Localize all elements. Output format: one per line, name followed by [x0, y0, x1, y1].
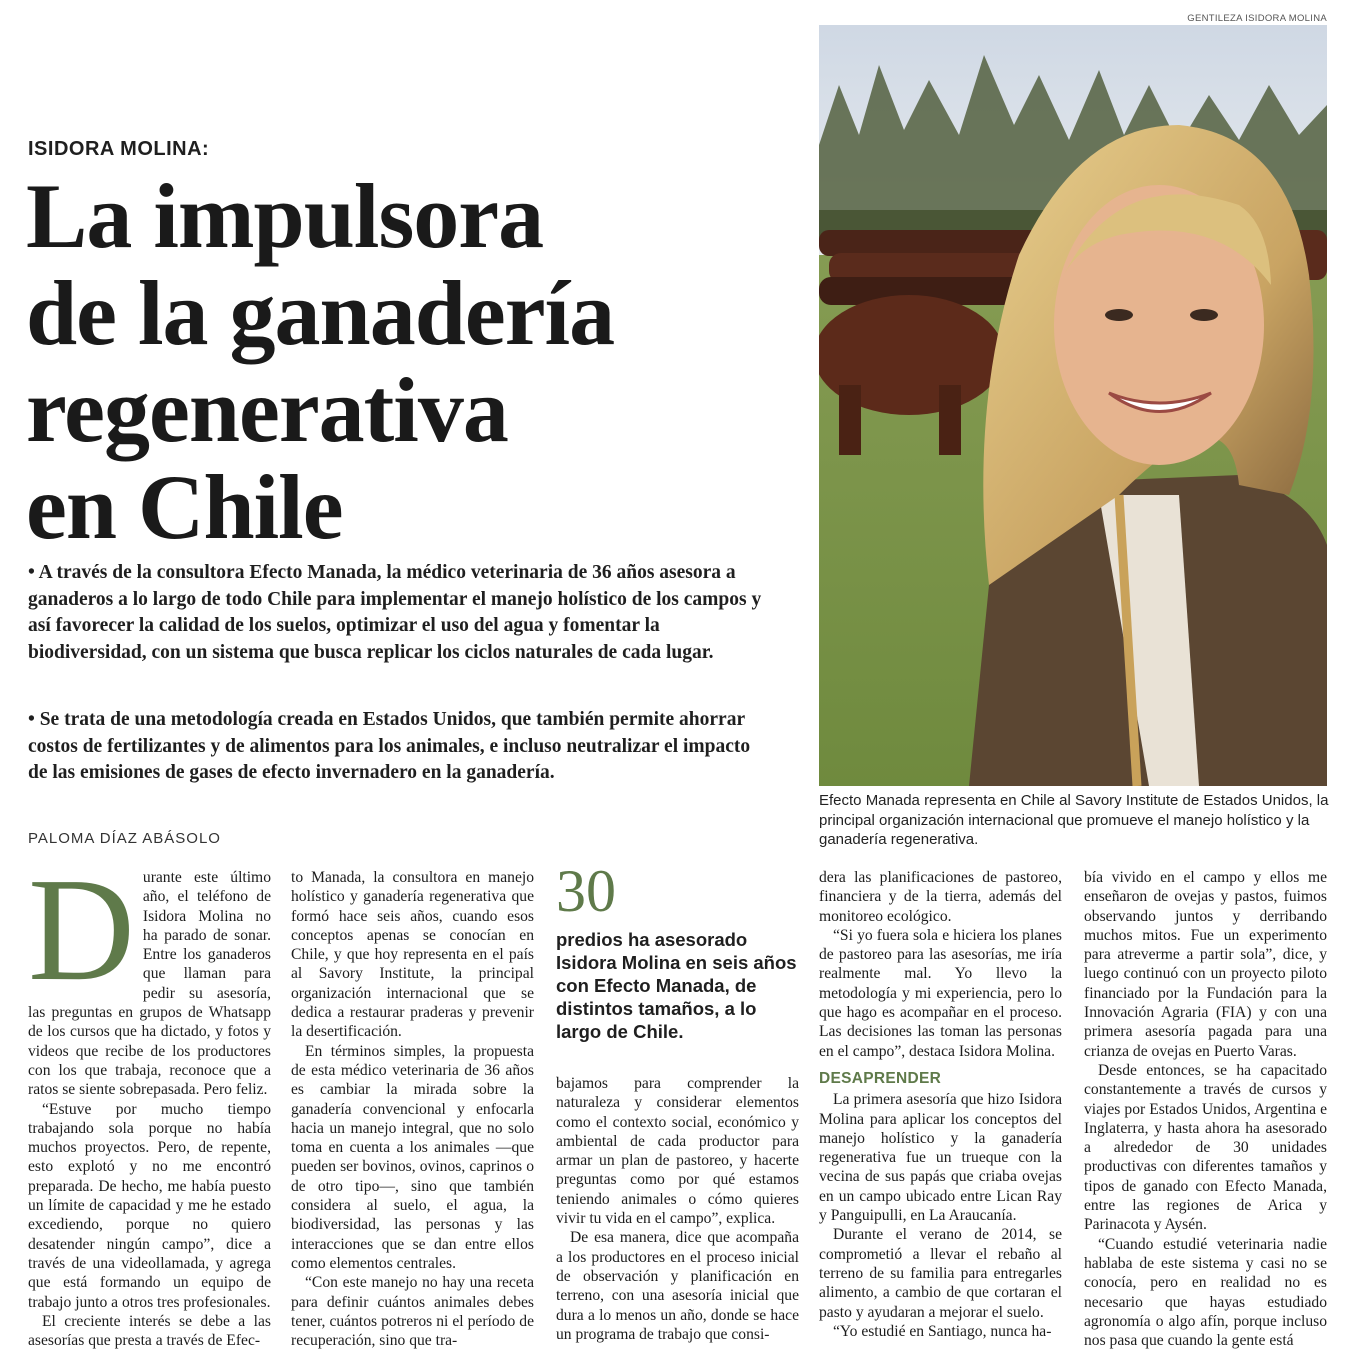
body-column-3 — [556, 868, 799, 1354]
headline — [26, 165, 796, 558]
body-paragraph: “Con este manejo no hay una receta para definir cuántos animales debes tener, cuántos potreros ni el período de recuperación, sino que tra- — [291, 1274, 534, 1350]
stat-callout — [556, 868, 799, 1074]
photo-illustration — [819, 25, 1327, 786]
body-paragraph: bía vivido en el campo y ellos me enseñaron de ovejas y pastos, fuimos observando juntos y derribando muchos mitos. Fue un experimento para atreverme a partir sola”, dice, y luego continuó con un proyecto piloto financiado por la Fundación para la Innovación Agraria (FIA) y con una primera asesoría pagada para una crianza de ovejas en Puerto Varas. — [1084, 869, 1327, 1060]
headline-line: La impulsora — [26, 165, 544, 267]
body-column-4 — [819, 868, 1062, 1354]
body-paragraph: El creciente interés se debe a las asesorías que presta a través de Efec- — [28, 1312, 271, 1350]
body-paragraph: to Manada, la consultora en manejo holístico y ganadería regenerativa que formó hace seis años, cuando esos conceptos apenas se conocían en Chile, y que hoy representa en el país al Savory Institute, la principal organización internacional que se dedica a restaurar praderas y prevenir la desertificación. — [291, 869, 534, 1041]
body-paragraph: urante este último año, el teléfono de Isidora Molina no ha parado de sonar. Entre los ganaderos que llaman para pedir su asesoría, las preguntas en grupos de Whatsapp de los cursos que ha dictado, y fotos y videos que recibe de los productores con los que trabaja, reconoce que a ratos se siente sobrepasada. Pero feliz. — [28, 869, 271, 1099]
headline-line: de la ganadería — [26, 262, 615, 364]
body-paragraph: dera las planificaciones de pastoreo, financiera y de la tierra, además del monitoreo ecológico. — [819, 869, 1062, 925]
body-column-5 — [1084, 868, 1327, 1354]
body-paragraph: Durante el verano de 2014, se comprometió a llevar el rebaño al terreno de su familia para entregarles alimento, a cambio de que cortaran el pasto y ayudaran a mejorar el suelo. — [819, 1226, 1062, 1321]
article-kicker: ISIDORA MOLINA: — [28, 138, 210, 160]
body-paragraph: “Cuando estudié veterinaria nadie hablaba de este sistema y casi no se conocía, pero en realidad no es necesario que hayas estudiado agronomía o algo afín, porque incluso nos pasa que cuando la gente está — [1084, 1235, 1327, 1350]
byline: PALOMA DÍAZ ABÁSOLO — [28, 830, 221, 847]
photo-credit: GENTILEZA ISIDORA MOLINA — [1187, 13, 1327, 24]
stat-number: 30 — [556, 868, 616, 924]
headline-line: en Chile — [26, 456, 343, 558]
portrait-photo — [819, 25, 1327, 786]
drop-cap: D — [28, 868, 135, 1012]
photo-caption: Efecto Manada representa en Chile al Savory Institute de Estados Unidos, la principal organización internacional que promueve el manejo holístico y la ganadería regenerativa. — [819, 792, 1329, 848]
body-paragraph: “Si yo fuera sola e hiciera los planes de pastoreo para las asesorías, me iría realmente mal. Yo llevo la metodología y mi experiencia, pero lo que hago es acompañar en el proceso. Las decisiones las toman las personas en el campo”, destaca Isidora Molina. — [819, 926, 1062, 1060]
body-column-1 — [28, 868, 271, 1354]
body-paragraph: La primera asesoría que hizo Isidora Molina para aplicar los conceptos del manejo holístico y la ganadería regenerativa fue un trueque con la vecina de sus papás que criaba ovejas en un campo ubicado entre Lican Ray y Panguipulli, en La Araucanía. — [819, 1091, 1062, 1225]
body-column-2 — [291, 868, 534, 1354]
summary-bullet: • A través de la consultora Efecto Manada, la médico veterinaria de 36 años asesora a ganaderos a lo largo de todo Chile para implementar el manejo holístico de los campos y así favorecer la calidad de los suelos, optimizar el uso del agua y fomentar la biodiversidad, con un sistema que busca replicar los ciclos naturales de cada lugar. — [28, 562, 762, 663]
body-paragraph: Desde entonces, se ha capacitado constantemente a través de cursos y viajes por Estados Unidos, Argentina e Inglaterra, y hasta ahora ha asesorado a alrededor de 30 unidades productivas con diferentes tamaños y tipos de ganado con Efecto Manada, entre las regiones de Arica y Parinacota y Aysén. — [1084, 1061, 1327, 1234]
body-paragraph: “Estuve por mucho tiempo trabajando sola porque no había muchos proyectos. Pero, de repente, esto explotó y no me encontró preparada. De hecho, me había puesto un límite de capacidad y me he estado excediendo, porque no quiero desatender ningún campo”, dice a través de una videollamada, y agrega que está formando un equipo de trabajo junto a otros tres profesionales. — [28, 1100, 271, 1311]
section-subhead: DESAPRENDER — [819, 1069, 942, 1087]
body-paragraph: bajamos para comprender la naturaleza y considerar elementos como el contexto social, económico y ambiental de cada productor para armar un plan de pastoreo, y hacerte preguntas como por qué estamos teniendo animales o cómo quieres vivir tu vida en el campo”, explica. — [556, 1075, 799, 1228]
body-paragraph: En términos simples, la propuesta de esta médico veterinaria de 36 años es cambiar la mirada sobre la ganadería convencional y enfocarla hacia un manejo integral, que no solo toma en cuenta a los animales —que pueden ser bovinos, ovinos, caprinos o de otro tipo—, sino que también considera al suelo, el agua, la biodiversidad, las personas y las interacciones que se dan entre ellos como elementos centrales. — [291, 1042, 534, 1272]
summary-bullet: • Se trata de una metodología creada en Estados Unidos, que también permite ahorrar costos de fertilizantes y de alimentos para los animales, e incluso neutralizar el impacto de las emisiones de gases de efecto invernadero en la ganadería. — [28, 709, 751, 783]
body-paragraph: “Yo estudié en Santiago, nunca ha- — [833, 1322, 1052, 1340]
stat-text: predios ha asesorado Isidora Molina en seis años con Efecto Manada, de distintos tamaños, a lo largo de Chile. — [556, 929, 797, 1042]
body-paragraph: De esa manera, dice que acompaña a los productores en el proceso inicial de observación y planificación en terreno, con una asesoría inicial que dura a lo menos un año, donde se hace un programa de trabajo que consi- — [556, 1229, 799, 1343]
headline-line: regenerativa — [26, 359, 508, 461]
